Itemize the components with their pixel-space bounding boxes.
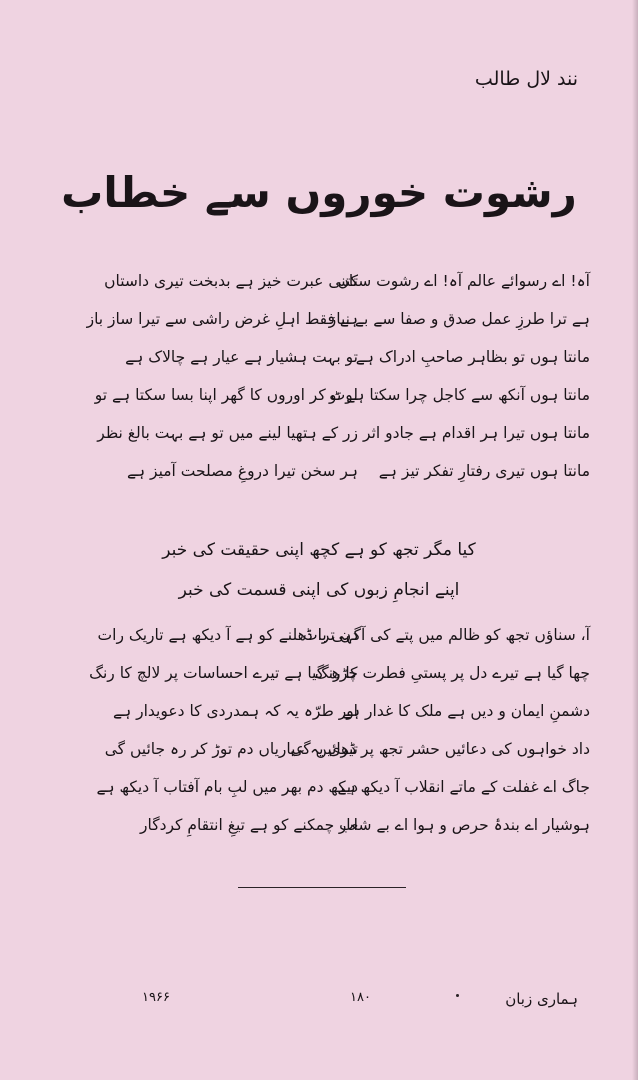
couplet bbox=[0, 692, 638, 730]
couplet bbox=[0, 452, 638, 490]
misra-first: ہے ترا طرزِ عمل صدق و صفا سے بے نیاز bbox=[328, 310, 590, 328]
misra-first: مانتا ہوں آنکھ سے کاجل چرا سکتا ہے تو bbox=[329, 386, 590, 404]
misra-first: مانتا ہوں تیری رفتارِ تفکر تیز ہے bbox=[378, 462, 590, 480]
misra-first: آہ! اے رسوائے عالم آہ! اے رشوت ستاں bbox=[337, 272, 590, 290]
refrain-line: اپنے انجامِ زبوں کی اپنی قسمت کی خبر bbox=[178, 580, 460, 600]
misra-first: آ، سناؤں تجھ کو ظالم میں پتے کی آگہی بات bbox=[303, 626, 590, 644]
misra-second: زر کے ہتھیا لینے میں تو ہے بہت بالغ نظر bbox=[97, 424, 358, 442]
refrain-line: کیا مگر تجھ کو ہے کچھ اپنی حقیقت کی خبر bbox=[162, 540, 476, 560]
misra-second: کتنی عبرت خیز ہے بدبخت تیری داستاں bbox=[104, 272, 358, 290]
couplet bbox=[0, 616, 638, 654]
footer-dot bbox=[456, 994, 459, 997]
misra-first: ہوشیار اے بندۂ حرص و ہوا اے بے شعار bbox=[338, 816, 590, 834]
stanza-1 bbox=[0, 262, 638, 490]
stanza-2 bbox=[0, 616, 638, 844]
couplet bbox=[0, 300, 638, 338]
footer-year: ۱۹۶۶ bbox=[142, 990, 170, 1005]
author-name: نند لال طالب bbox=[474, 68, 578, 90]
misra-first: مانتا ہوں تو بظاہر صاحبِ ادراک ہے bbox=[355, 348, 590, 366]
misra-second: چڑھ گیا ہے تیرے احساسات پر لالچ کا رنگ bbox=[89, 664, 358, 682]
couplet bbox=[0, 768, 638, 806]
misra-second: دن ترا ڈھلنے کو ہے آ دیکھ ہے تاریک رات bbox=[97, 626, 358, 644]
couplet bbox=[0, 414, 638, 452]
misra-second: اب چمکنے کو ہے تیغِ انتقامِ کردگار bbox=[140, 816, 358, 834]
couplet bbox=[0, 262, 638, 300]
couplet bbox=[0, 338, 638, 376]
misra-first: دشمنِ ایمان و دیں ہے ملک کا غدار ہے bbox=[341, 702, 590, 720]
couplet bbox=[0, 654, 638, 692]
misra-second: ہے فقط اہلِ غرض راشی سے تیرا ساز باز bbox=[86, 310, 358, 328]
misra-second: لوٹ کر اوروں کا گھر اپنا بسا سکتا ہے تو bbox=[94, 386, 358, 404]
poem-title: رشوت خوروں سے خطاب bbox=[61, 168, 577, 217]
couplet bbox=[0, 730, 638, 768]
misra-second: تو بہت ہشیار ہے عیار ہے چالاک ہے bbox=[125, 348, 358, 366]
misra-first: داد خواہوں کی دعائیں حشر تجھ پر ڈھائیں گی bbox=[290, 740, 590, 758]
misra-first: مانتا ہوں تیرا ہر اقدام ہے جادو اثر bbox=[363, 424, 590, 442]
misra-first: چھا گیا ہے تیرے دل پر پستیِ فطرت کا رنگ bbox=[314, 664, 590, 682]
misra-second: ہر سخن تیرا دروغِ مصلحت آمیز ہے bbox=[126, 462, 358, 480]
misra-second: تیری یہ عیاریاں دم توڑ کر رہ جائیں گی bbox=[104, 740, 358, 758]
misra-first: جاگ اے غفلت کے ماتے انقلاب آ دیکھ ہے bbox=[337, 778, 590, 796]
refrain bbox=[0, 530, 638, 610]
misra-second: اور طرّہ یہ کہ ہمدردی کا دعویدار ہے bbox=[113, 702, 358, 720]
misra-second: دیکھ دم بھر میں لبِ بام آفتاب آ دیکھ ہے bbox=[96, 778, 358, 796]
magazine-name: ہماری زبان bbox=[505, 990, 578, 1008]
end-divider bbox=[238, 887, 406, 888]
couplet bbox=[0, 806, 638, 844]
page-number: ۱۸۰ bbox=[350, 990, 371, 1005]
couplet bbox=[0, 376, 638, 414]
